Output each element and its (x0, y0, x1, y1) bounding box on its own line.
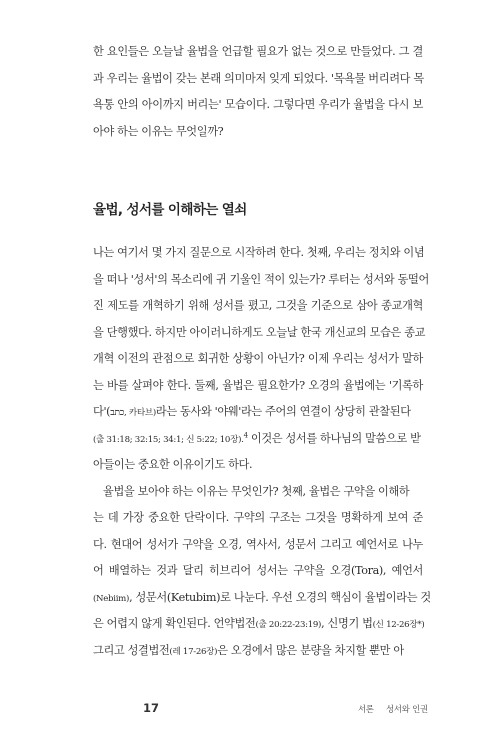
text-segment: 라는 동사와 '야웨'라는 주어의 연결이 상당히 관찰된다 (155, 405, 411, 418)
text-line: 어 배열하는 것과 달리 히브리어 성서는 구약을 오경(Tora), 예언서 (93, 564, 423, 577)
text-line: 율법을 보아야 하는 이유는 무엇인가? 첫째, 율법은 구약을 이해하 (103, 484, 410, 498)
footnote-marker: 4 (243, 430, 248, 439)
text-line: 나는 여기서 몇 가지 질문으로 시작하려 한다. 첫째, 우리는 정치와 이념 (93, 246, 425, 259)
text-segment: 그리고 성결법전 (93, 643, 170, 657)
text-line (93, 399, 423, 426)
text-line: 진 제도를 개혁하기 위해 성서를 폈고, 그것을 기준으로 삼아 종교개혁 (93, 299, 423, 312)
text-segment: 다'( (93, 405, 111, 418)
text-line: 는 데 가장 중요한 단락이다. 구약의 구조는 그것을 명확하게 보여 준 (93, 511, 423, 524)
text-line: 다. 현대어 성서가 구약을 오경, 역사서, 성문서 그리고 예언서로 나누 (93, 537, 423, 551)
text-line: 는 바를 살펴야 한다. 둘째, 율법은 필요한가? 오경의 율법에는 '기록하 (93, 378, 423, 392)
running-chapter: 서론 (358, 704, 374, 714)
text-line: 개혁 이전의 관점으로 회귀한 상황이 아닌가? 이제 우리는 성서가 말하 (93, 352, 423, 365)
text-segment: 이것은 성서를 하나님의 말씀으로 받 (247, 431, 421, 445)
running-title: 성서와 인권 (386, 704, 428, 714)
text-segment: , 신명기 법 (321, 617, 373, 630)
text-line (93, 638, 423, 665)
scripture-reference: (레 17-26장) (169, 646, 218, 657)
page-number: 17 (143, 701, 160, 715)
text-line: 을 단행했다. 하지만 아이러니하게도 오늘날 한국 개신교의 모습은 종교 (93, 325, 426, 339)
text-segment: , 성문서(Ketubim)로 나눈다. 우선 오경의 핵심이 율법이라는 것 (129, 590, 431, 604)
text-line: 아들이는 중요한 이유이기도 하다. (93, 458, 253, 471)
text-segment: 은 어렵지 않게 확인된다. 언약법전 (93, 617, 256, 630)
scripture-reference: (출 31:18; 32:15; 34:1; 신 5:22; 10장). (93, 434, 244, 445)
text-line: 아야 하는 이유는 무엇일까? (93, 124, 224, 138)
text-line: 과 우리는 율법이 갖는 본래 의미마저 잊게 되었다. '목욕물 버리려다 목 (93, 71, 424, 85)
text-segment: (Nebiim) (93, 593, 130, 604)
text-line: 욕통 안의 아이까지 버리는' 모습이다. 그렇다면 우리가 율법을 다시 보 (93, 98, 423, 111)
hebrew-word: כתב (110, 407, 124, 418)
scripture-reference: (신 12-26장*) (372, 620, 425, 630)
transliteration: , 카타브) (123, 408, 156, 418)
text-line: 한 요인들은 오늘날 율법을 언급할 필요가 없는 것으로 만들었다. 그 결 (93, 45, 423, 58)
text-line (93, 426, 423, 453)
text-line: 을 떠나 '성서'의 목소리에 귀 기울인 적이 있는가? 루터는 성서와 동떨어 (93, 272, 429, 286)
intro-paragraph (93, 39, 423, 145)
text-line (93, 585, 431, 612)
scripture-reference: (출 20:22-23:19) (255, 620, 322, 630)
text-segment: 은 오경에서 많은 분량을 차지할 뿐만 아 (217, 643, 404, 657)
text-line (93, 611, 423, 638)
section-heading: 율법, 성서를 이해하는 열쇠 (93, 202, 247, 218)
body-paragraphs (93, 240, 431, 664)
